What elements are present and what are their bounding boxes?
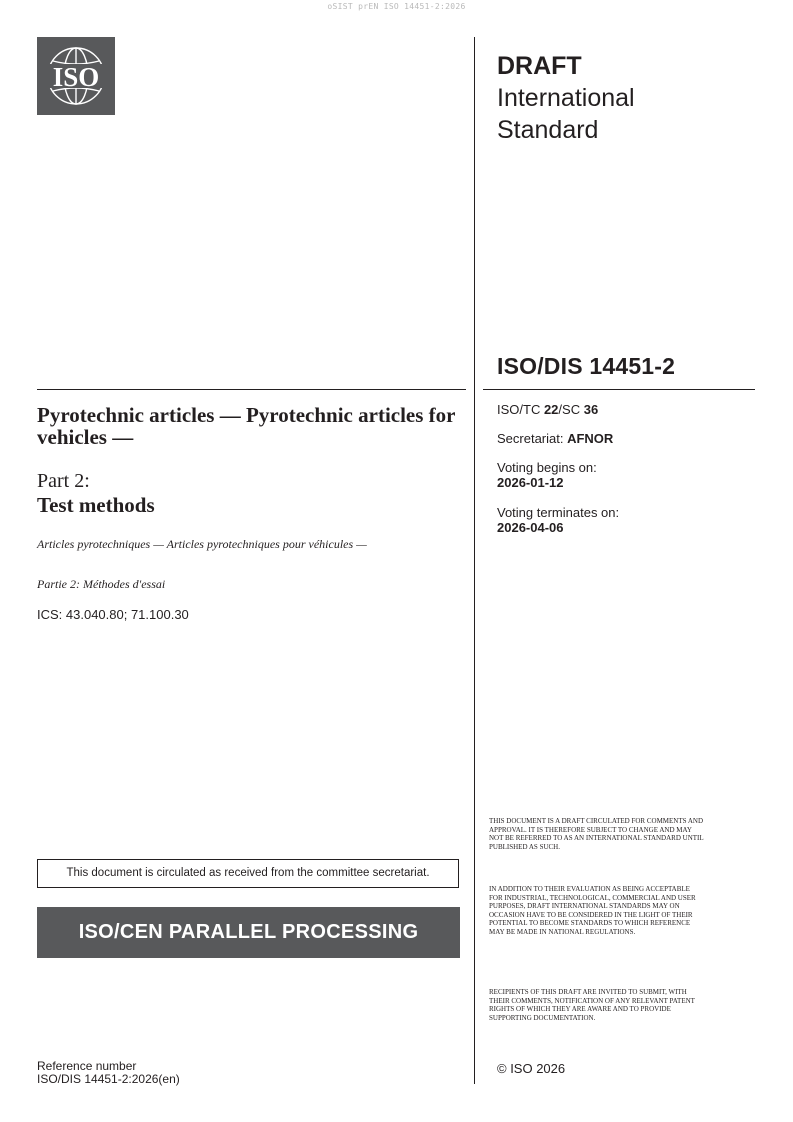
globe-icon [37, 37, 115, 115]
sc-prefix: /SC [558, 402, 584, 417]
ics-codes: ICS: 43.040.80; 71.100.30 [37, 607, 189, 622]
column-divider [474, 37, 475, 1084]
voting-terminates-date: 2026-04-06 [497, 520, 564, 535]
reference-code: ISO/DIS 14451-2 [497, 353, 676, 379]
document-type-heading [497, 50, 747, 146]
document-title: Pyrotechnic articles — Pyrotechnic articles for vehicles — [37, 403, 456, 449]
draft-label: DRAFT [497, 52, 582, 80]
evaluation-notice: IN ADDITION TO THEIR EVALUATION AS BEING ACCEPTABLE FOR INDUSTRIAL, TECHNOLOGICAL, COMMERCIAL AND USER PURPOSES, DRAFT INTERNATIONAL STANDARDS MAY ON OCCASION HAVE TO BE CONSIDERED IN THE LIGHT OF THEIR POTENTIAL TO BECOME STANDARDS TO WHICH REFERENCE MAY BE MADE IN NATIONAL REGULATIONS. [489, 885, 696, 936]
part-label: Part 2: [37, 470, 90, 492]
secretariat-value: AFNOR [567, 431, 614, 446]
voting-begins-date: 2026-01-12 [497, 475, 564, 490]
tc-prefix: ISO/TC [497, 402, 544, 417]
reference-number-label: Reference number [37, 1059, 137, 1073]
voting-begins-label: Voting begins on: [497, 460, 597, 475]
parallel-processing-banner: ISO/CEN PARALLEL PROCESSING [37, 907, 460, 958]
iso-logo [37, 37, 115, 115]
draft-notice: THIS DOCUMENT IS A DRAFT CIRCULATED FOR COMMENTS AND APPROVAL. IT IS THEREFORE SUBJECT TO CHANGE AND MAY NOT BE REFERRED TO AS AN INTERNATIONAL STANDARD UNTIL PUBLISHED AS SUCH. [489, 817, 704, 851]
watermark: oSIST prEN ISO 14451-2:2026 [327, 2, 466, 11]
tc-number: 22 [543, 402, 559, 417]
french-part-title: Partie 2: Méthodes d'essai [37, 577, 166, 591]
reference-number-value: ISO/DIS 14451-2:2026(en) [37, 1072, 180, 1086]
logo-text: ISO [52, 62, 100, 92]
patent-notice: RECIPIENTS OF THIS DRAFT ARE INVITED TO SUBMIT, WITH THEIR COMMENTS, NOTIFICATION OF ANY RELEVANT PATENT RIGHTS OF WHICH THEY ARE AWARE AND TO PROVIDE SUPPORTING DOCUMENTATION. [489, 988, 695, 1022]
voting-terminates-label: Voting terminates on: [497, 505, 620, 520]
secretariat-label: Secretariat: [497, 431, 568, 446]
reference-number [37, 1060, 180, 1086]
voting-terminates [497, 505, 619, 535]
copyright: © ISO 2026 [497, 1061, 566, 1076]
sc-number: 36 [583, 402, 599, 417]
circulated-note: This document is circulated as received from the committee secretariat. [37, 859, 459, 888]
committee-line [497, 402, 598, 417]
international-label: International [497, 84, 635, 112]
standard-label: Standard [497, 116, 599, 144]
secretariat-line [497, 431, 613, 446]
rule-left [37, 389, 466, 390]
rule-right [483, 389, 755, 390]
french-title: Articles pyrotechniques — Articles pyrotechniques pour véhicules — [37, 537, 367, 551]
part-title: Test methods [37, 493, 155, 517]
voting-begins [497, 460, 597, 490]
